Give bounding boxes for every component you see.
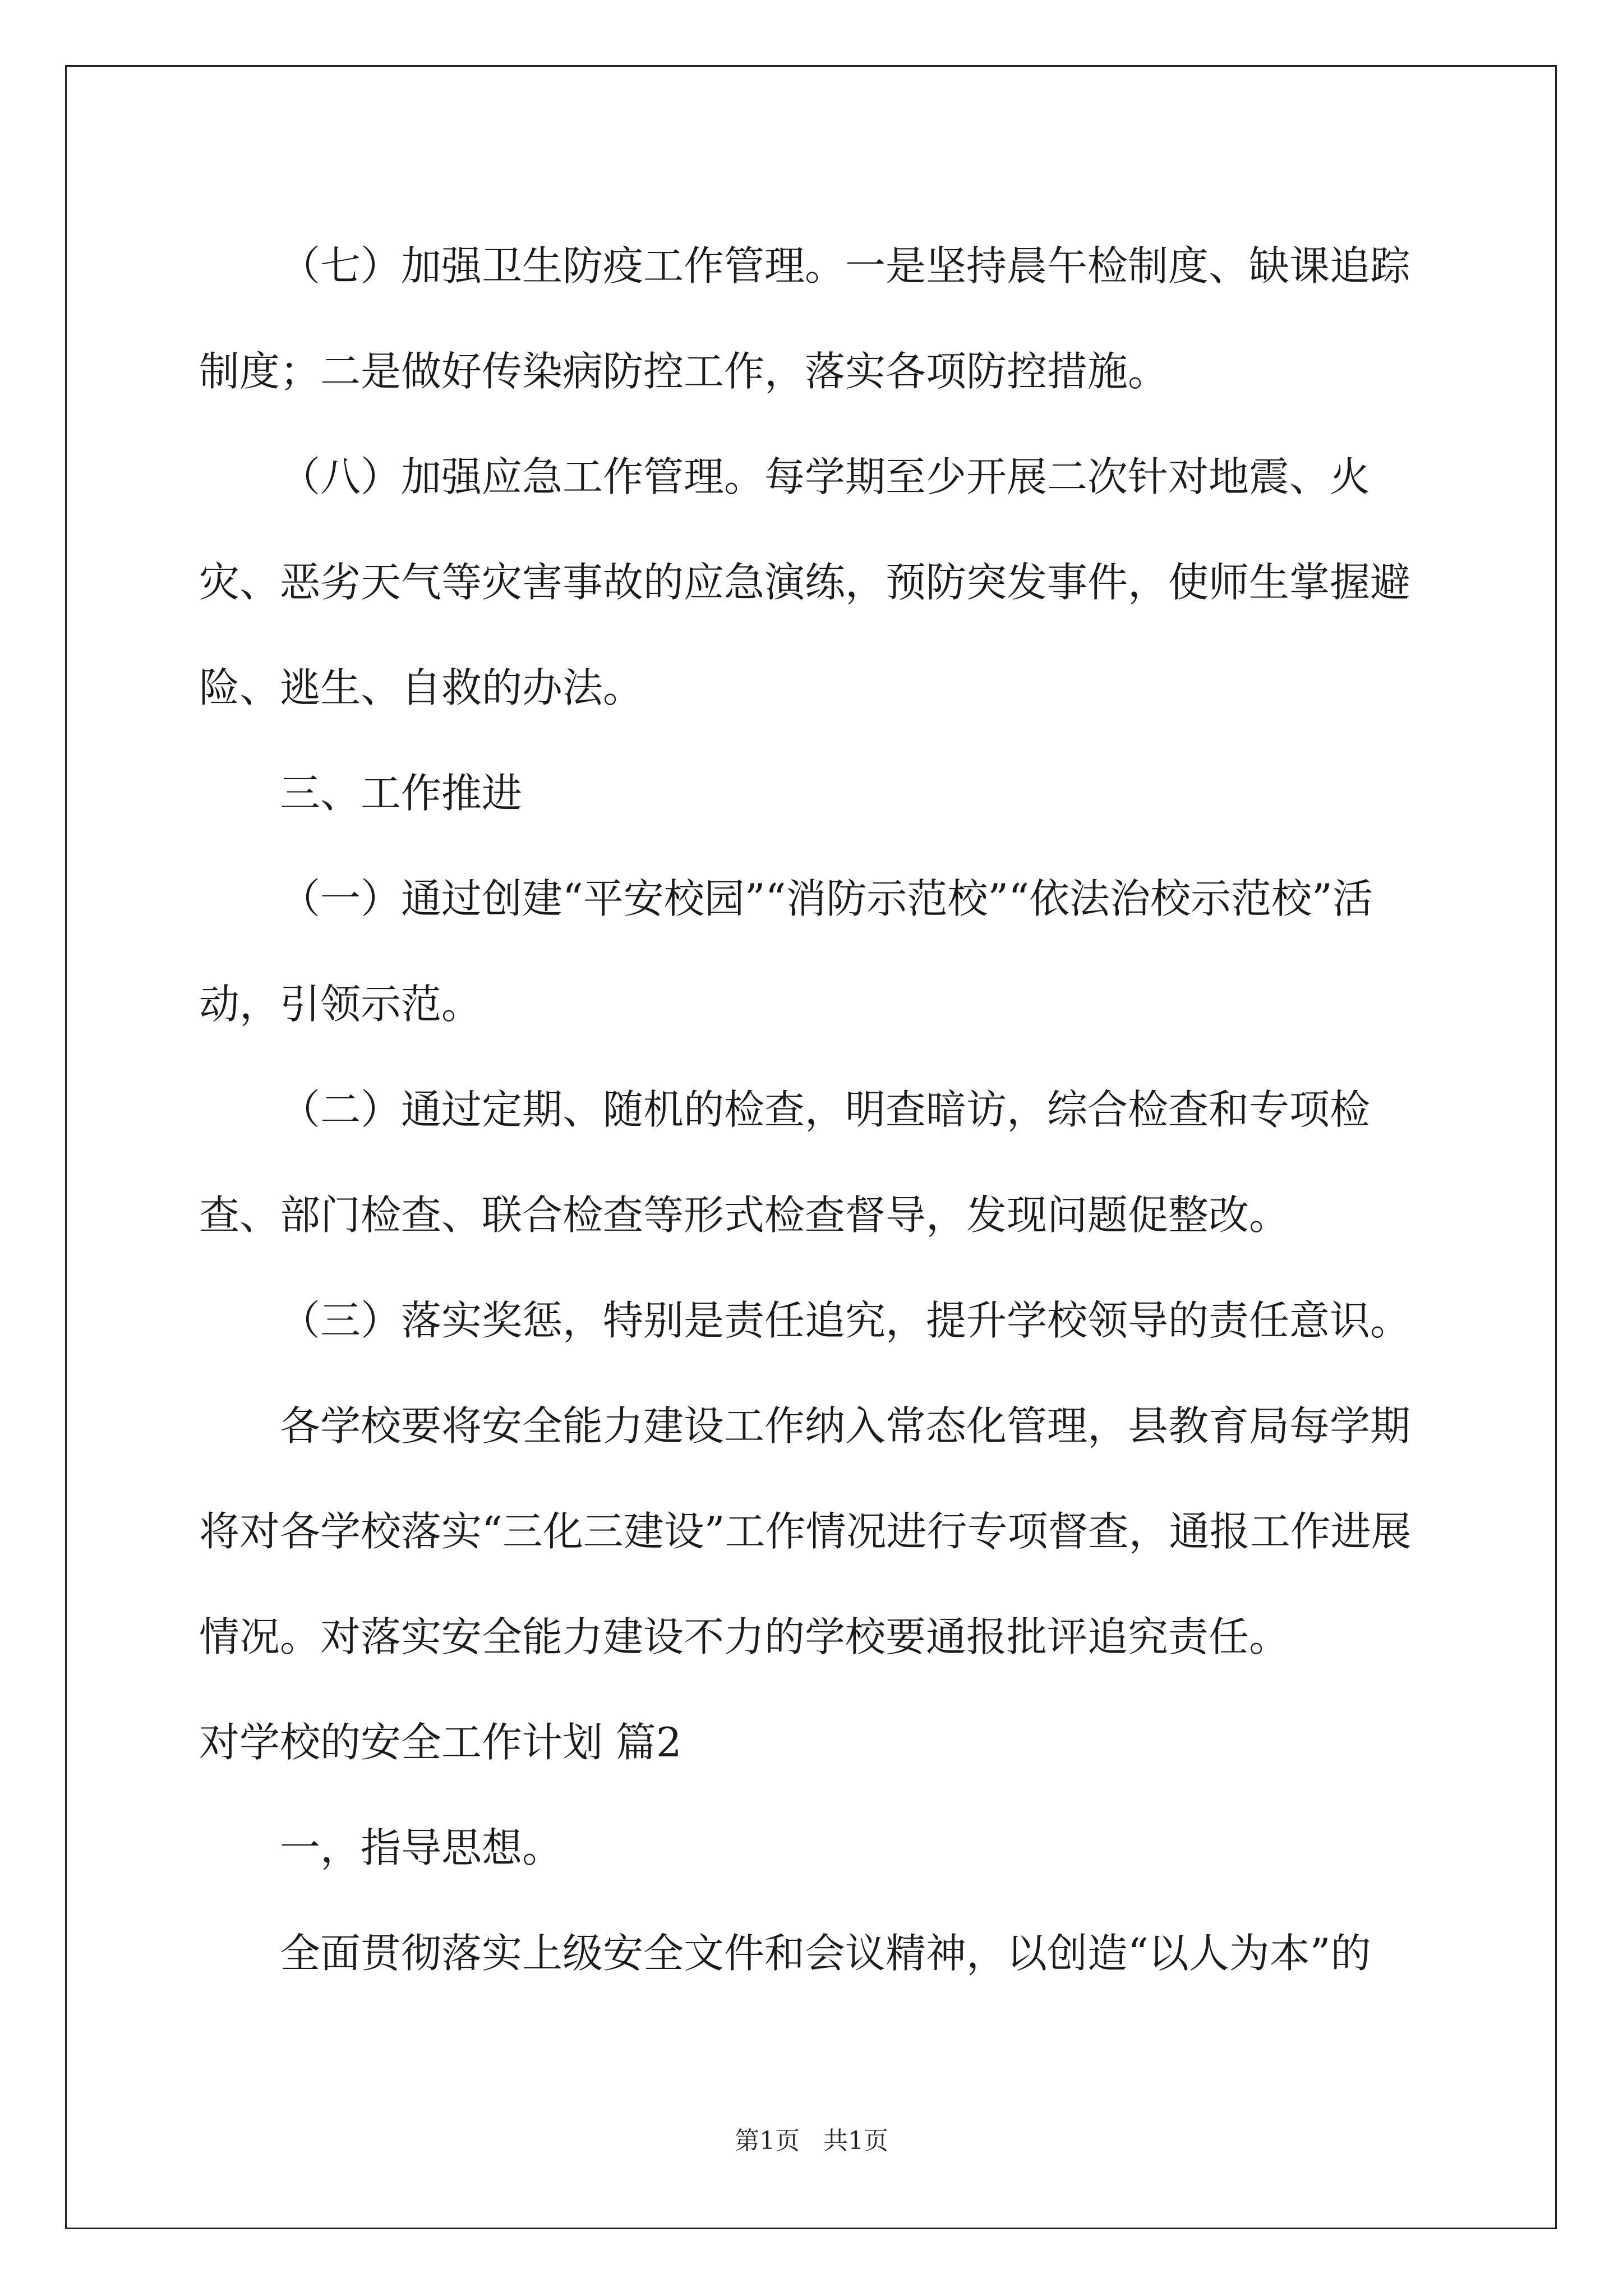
article-title-part-2: 对学校的安全工作计划 篇2 — [199, 1719, 682, 1766]
document-body — [199, 213, 1427, 2006]
page-number: 第1页 — [735, 2127, 800, 2155]
paragraph-implementation: 全面贯彻落实上级安全文件和会议精神，以创造“以人为本”的 — [280, 1930, 1371, 1977]
page-footer — [0, 2120, 1623, 2156]
page-total: 共1页 — [823, 2127, 888, 2155]
paragraph-inspection: （二）通过定期、随机的检查，明查暗访，综合检查和专项检查、部门检查、联合检查等形式检查督导，发现问题促整改。 — [199, 1086, 1371, 1239]
section-heading-guiding-ideology: 一，指导思想。 — [280, 1824, 563, 1871]
paragraph-schools-requirement: 各学校要将安全能力建设工作纳入常态化管理，县教育局每学期将对各学校落实“三化三建设”工作情况进行专项督查，通报工作进展情况。对落实安全能力建设不力的学校要通报批评追究责任。 — [199, 1402, 1412, 1660]
paragraph-hygiene: （七）加强卫生防疫工作管理。一是坚持晨午检制度、缺课追踪制度；二是做好传染病防控工作，落实各项防控措施。 — [199, 242, 1411, 395]
section-heading-work-progress: 三、工作推进 — [280, 770, 523, 817]
paragraph-rewards: （三）落实奖惩，特别是责任追究，提升学校领导的责任意识。 — [280, 1297, 1411, 1344]
paragraph-model-campus: （一）通过创建“平安校园”“消防示范校”“依法治校示范校”活动，引领示范。 — [199, 875, 1373, 1028]
paragraph-emergency: （八）加强应急工作管理。每学期至少开展二次针对地震、火灾、恶劣天气等灾害事故的应急演练，预防突发事件，使师生掌握避险、逃生、自救的办法。 — [199, 453, 1411, 711]
